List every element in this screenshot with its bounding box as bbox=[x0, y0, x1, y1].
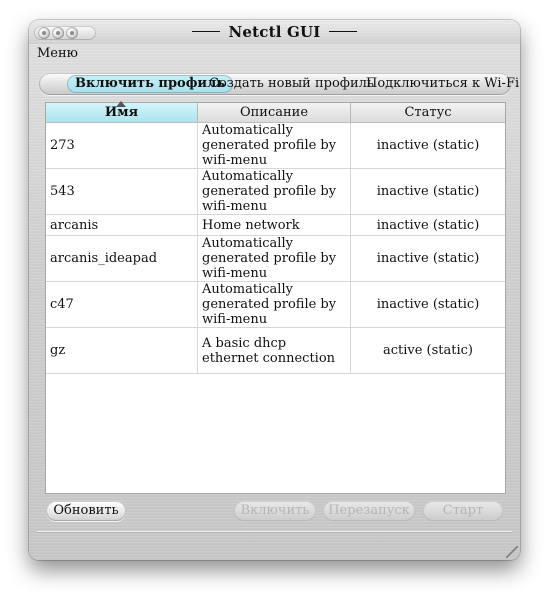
cell-status: inactive (static) bbox=[376, 297, 480, 312]
resize-grip-icon[interactable] bbox=[506, 546, 518, 558]
cell-description: Automatically generated profile by wifi-menu bbox=[198, 282, 351, 327]
table-header bbox=[46, 103, 505, 123]
table-body bbox=[46, 123, 505, 492]
cell-name: gz bbox=[46, 328, 198, 373]
table-row[interactable] bbox=[46, 215, 505, 236]
column-header-name[interactable] bbox=[46, 103, 198, 122]
start-button[interactable]: Старт bbox=[423, 501, 503, 521]
table-row[interactable] bbox=[46, 282, 505, 328]
refresh-button[interactable]: Обновить bbox=[46, 501, 126, 521]
cell-description: Home network bbox=[198, 215, 351, 235]
tab-bar bbox=[39, 73, 520, 95]
cell-name: 273 bbox=[46, 123, 198, 168]
cell-description: Automatically generated profile by wifi-menu bbox=[198, 236, 351, 281]
column-header-description[interactable]: Описание bbox=[198, 103, 351, 122]
cell-name: arcanis bbox=[46, 215, 198, 235]
profiles-table bbox=[45, 102, 506, 494]
cell-status: active (static) bbox=[382, 343, 474, 358]
status-separator bbox=[37, 531, 512, 532]
table-row[interactable] bbox=[46, 123, 505, 169]
restart-button[interactable]: Перезапуск bbox=[323, 501, 415, 521]
cell-status: inactive (static) bbox=[376, 138, 480, 153]
column-header-status[interactable]: Статус bbox=[404, 105, 452, 120]
window-title: Netctl GUI bbox=[29, 23, 520, 41]
menu-button[interactable]: Меню bbox=[37, 46, 78, 61]
table-row[interactable] bbox=[46, 236, 505, 282]
title-bar[interactable] bbox=[29, 20, 520, 44]
column-header-name-label: Имя bbox=[104, 105, 139, 120]
cell-name: arcanis_ideapad bbox=[46, 236, 198, 281]
cell-status: inactive (static) bbox=[376, 184, 480, 199]
cell-name: c47 bbox=[46, 282, 198, 327]
cell-status: inactive (static) bbox=[376, 251, 480, 266]
app-window bbox=[29, 20, 520, 560]
table-row[interactable] bbox=[46, 169, 505, 215]
cell-description: A basic dhcp ethernet connection bbox=[198, 328, 351, 373]
enable-button[interactable]: Включить bbox=[234, 501, 316, 521]
cell-name: 543 bbox=[46, 169, 198, 214]
cell-description: Automatically generated profile by wifi-menu bbox=[198, 123, 351, 168]
cell-status: inactive (static) bbox=[376, 217, 480, 233]
table-row[interactable] bbox=[46, 328, 505, 374]
sort-indicator-icon bbox=[116, 101, 126, 107]
tab-connect-wifi[interactable]: Подключиться к Wi-Fi bbox=[366, 76, 520, 91]
cell-description: Automatically generated profile by wifi-menu bbox=[198, 169, 351, 214]
tab-enable-profile[interactable]: Включить профиль bbox=[67, 75, 233, 93]
tab-create-profile[interactable]: Создать новый профиль bbox=[209, 76, 374, 91]
